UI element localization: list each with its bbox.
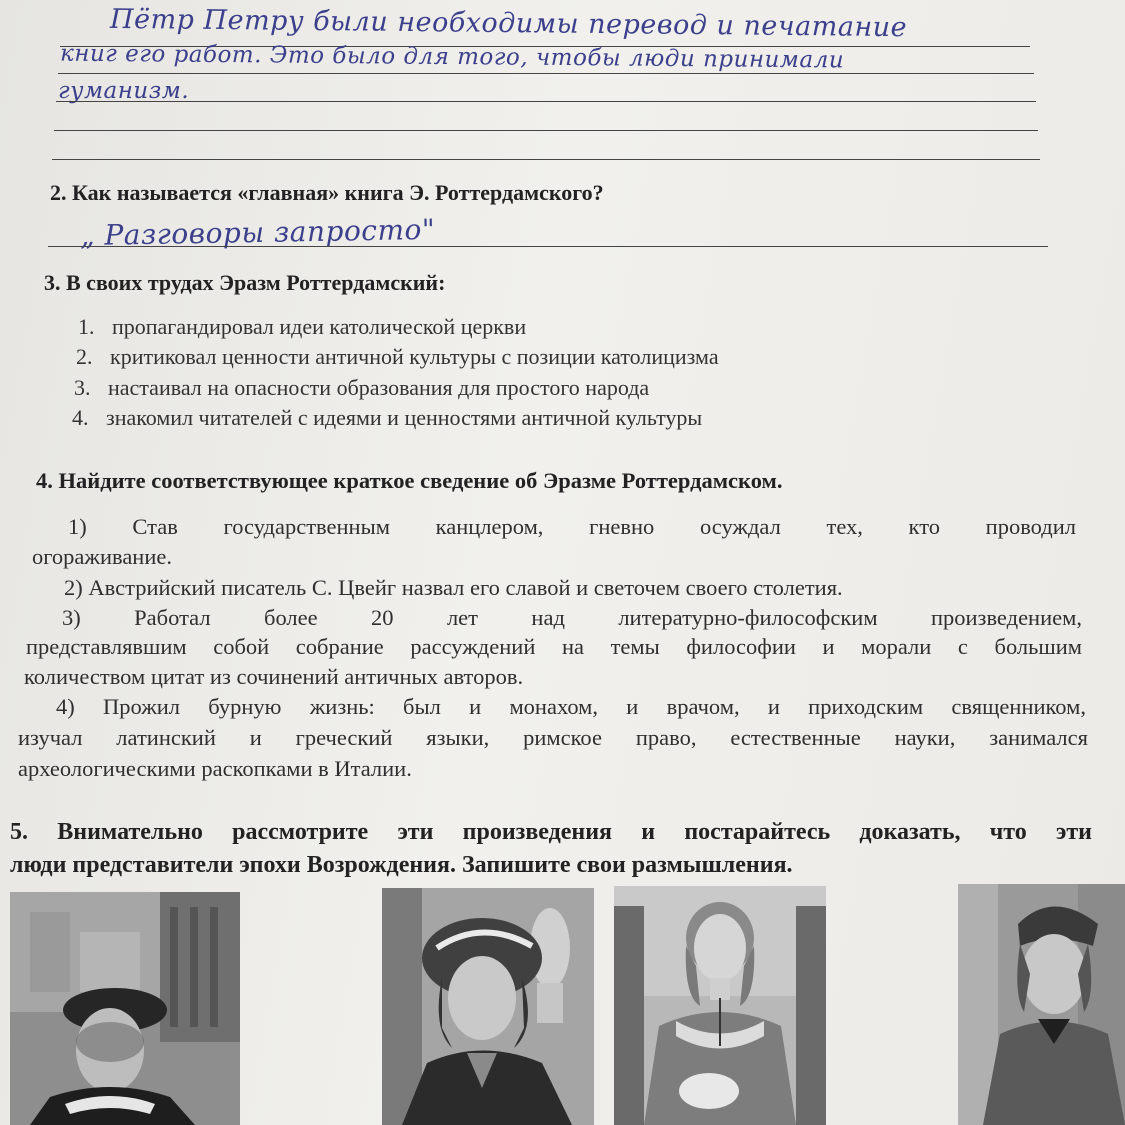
q3-option-2 (76, 344, 719, 370)
q4-item-1-line-1: 1) Став государственным канцлером, гневно осуждал тех, кто проводил (68, 514, 1076, 539)
q4-item-4-line-1: 4) Прожил бурную жизнь: был и монахом, и врачом, и приходским священником, (56, 694, 1086, 719)
handwritten-answer-1-line-3: гуманизм. (58, 78, 190, 104)
portrait-image-2 (382, 888, 594, 1125)
q4-item-2: 2) Австрийский писатель С. Цвейг назвал его славой и светочем своего столетия. (64, 575, 843, 600)
question-5-line-1: 5. Внимательно рассмотрите эти произведения и постарайтесь доказать, что эти (10, 819, 1092, 845)
option-number: 1. (78, 314, 95, 339)
answer-line (48, 246, 1048, 247)
q3-option-3 (74, 375, 649, 401)
option-number: 4. (72, 405, 89, 430)
question-2: 2. Как называется «главная» книга Э. Роттердамского? (50, 180, 604, 205)
option-text: знакомил читателей с идеями и ценностями античной культуры (106, 405, 703, 430)
portrait-image-1 (10, 892, 240, 1125)
portrait-3-graphic (614, 886, 826, 1125)
q4-item-4-line-3: археологическими раскопками в Италии. (18, 756, 412, 781)
portrait-image-3 (614, 886, 826, 1125)
handwritten-answer-2: „ Разговоры запросто" (79, 212, 436, 253)
option-text: критиковал ценности античной культуры с позиции католицизма (110, 344, 719, 369)
question-5-line-2: люди представители эпохи Возрождения. Запишите свои размышления. (10, 852, 793, 878)
q4-item-3-line-2: представлявшим собой собрание рассуждений на темы философии и морали с большим (26, 634, 1082, 659)
answer-line (56, 101, 1036, 102)
q4-item-1-line-2: огораживание. (32, 544, 172, 569)
portrait-2-graphic (382, 888, 594, 1125)
portrait-image-4 (958, 884, 1125, 1125)
option-text: пропагандировал идеи католической церкви (112, 314, 527, 339)
question-4: 4. Найдите соответствующее краткое сведение об Эразме Роттердамском. (36, 468, 783, 493)
portrait-1-graphic (10, 892, 240, 1125)
answer-line (58, 73, 1034, 74)
portrait-4-graphic (958, 884, 1125, 1125)
q4-item-4-line-2: изучал латинский и греческий языки, римское право, естественные науки, занимался (18, 725, 1088, 750)
handwritten-answer-1-line-2: книг его работ. Это было для того, чтобы люди принимали (59, 40, 845, 74)
answer-line (52, 159, 1040, 160)
option-text: настаивал на опасности образования для простого народа (108, 375, 650, 400)
answer-line (54, 130, 1038, 131)
q4-item-3-line-3: количеством цитат из сочинений античных авторов. (24, 664, 524, 689)
handwritten-answer-1-line-1: Пётр Петру были необходимы перевод и печатание (109, 3, 908, 44)
q3-option-4 (72, 405, 702, 431)
option-number: 3. (74, 375, 91, 400)
q3-option-1 (78, 314, 526, 340)
q4-item-3-line-1: 3) Работал более 20 лет над литературно-философским произведением, (62, 605, 1082, 630)
question-3: 3. В своих трудах Эразм Роттердамский: (44, 270, 446, 295)
option-number: 2. (76, 344, 93, 369)
